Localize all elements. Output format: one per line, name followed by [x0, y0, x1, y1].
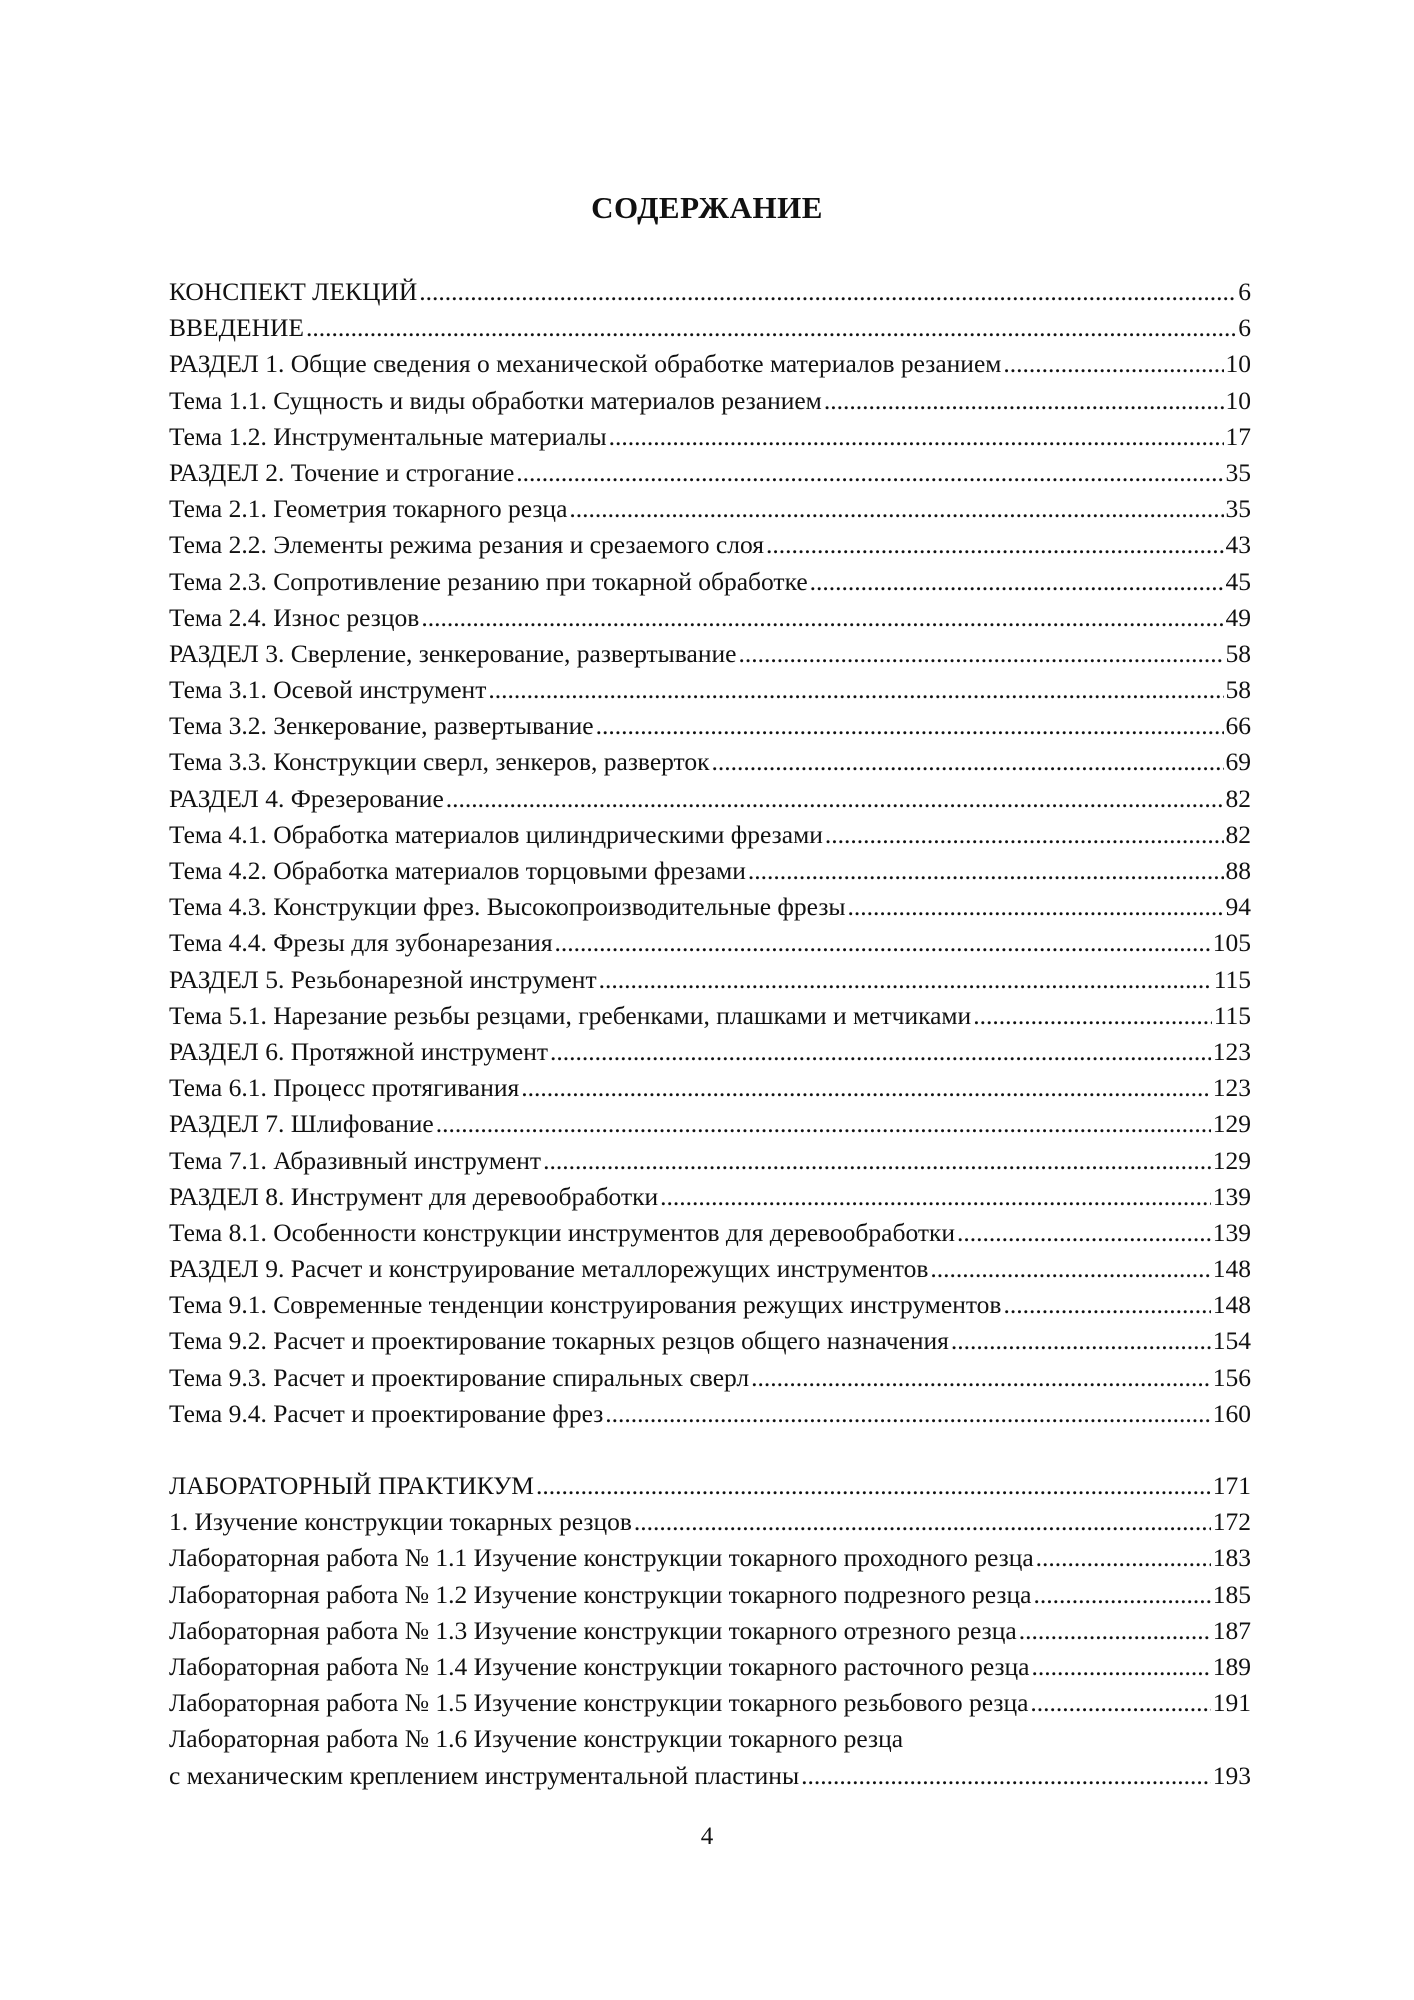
toc-entry[interactable]: [169, 527, 1251, 563]
toc-entry[interactable]: [169, 1323, 1251, 1359]
toc-entry-label: Лабораторная работа № 1.2 Изучение конструкции токарного подрезного резца: [169, 1579, 1032, 1609]
toc-entry-label: РАЗДЕЛ 3. Сверление, зенкерование, развертывание: [169, 638, 737, 668]
toc-entry-page: 183: [1212, 1543, 1251, 1573]
toc-entry[interactable]: [169, 889, 1251, 925]
toc-entry-page: 82: [1225, 819, 1251, 849]
toc-entry-label: Тема 4.4. Фрезы для зубонарезания: [169, 928, 553, 958]
toc-entry-label: Лабораторная работа № 1.3 Изучение конструкции токарного отрезного резца: [169, 1615, 1017, 1645]
page-title: СОДЕРЖАНИЕ: [591, 190, 823, 225]
toc-entry[interactable]: [169, 1577, 1251, 1613]
toc-entry-page: 69: [1225, 747, 1251, 777]
toc-entry-label: РАЗДЕЛ 7. Шлифование: [169, 1109, 434, 1139]
toc-leader-dots: [1036, 1540, 1211, 1576]
toc-entry-label: РАЗДЕЛ 1. Общие сведения о механической обработке материалов резанием: [169, 349, 1002, 379]
toc-entry-page: 82: [1225, 783, 1251, 813]
toc-entry-page: 58: [1225, 675, 1251, 705]
toc-leader-dots: [516, 455, 1223, 491]
toc-entry-label: РАЗДЕЛ 9. Расчет и конструирование металлорежущих инструментов: [169, 1254, 929, 1284]
toc-entry[interactable]: [169, 636, 1251, 672]
toc-leader-dots: [599, 962, 1212, 998]
toc-entry[interactable]: [169, 1143, 1251, 1179]
toc-entry[interactable]: [169, 600, 1251, 636]
toc-entry[interactable]: [169, 998, 1251, 1034]
toc-entry-page: 105: [1212, 928, 1251, 958]
toc-entry-page: 139: [1212, 1217, 1251, 1247]
toc-entry-label: Тема 9.3. Расчет и проектирование спиральных сверл: [169, 1362, 750, 1392]
toc-entry[interactable]: [169, 419, 1251, 455]
section-gap: [169, 1432, 1251, 1468]
toc-leader-dots: [1032, 1649, 1211, 1685]
toc-entry-label: 1. Изучение конструкции токарных резцов: [169, 1507, 632, 1537]
toc-leader-dots: [306, 310, 1236, 346]
toc-entry-label: Тема 2.2. Элементы режима резания и срезаемого слоя: [169, 530, 764, 560]
toc-entry[interactable]: [169, 1287, 1251, 1323]
toc-leader-dots: [957, 1215, 1211, 1251]
toc-entry[interactable]: [169, 564, 1251, 600]
toc-entry-label: РАЗДЕЛ 8. Инструмент для деревообработки: [169, 1181, 659, 1211]
toc-leader-dots: [1030, 1685, 1210, 1721]
toc-entry-page: 185: [1212, 1579, 1251, 1609]
toc-entry-label: Тема 8.1. Особенности конструкции инструментов для деревообработки: [169, 1217, 956, 1247]
toc-entry-label: Тема 9.2. Расчет и проектирование токарных резцов общего назначения: [169, 1326, 949, 1356]
toc-entry-page: 172: [1212, 1507, 1251, 1537]
toc-entry-label: Тема 9.1. Современные тенденции конструирования режущих инструментов: [169, 1290, 1002, 1320]
toc-leader-dots: [1003, 346, 1223, 382]
toc-entry[interactable]: [169, 1396, 1251, 1432]
toc-entry-page: 35: [1225, 457, 1251, 487]
toc-entry-label: РАЗДЕЛ 2. Точение и строгание: [169, 457, 515, 487]
toc-entry-label: ЛАБОРАТОРНЫЙ ПРАКТИКУМ: [169, 1471, 534, 1500]
toc-entry-page: 154: [1212, 1326, 1251, 1356]
toc-leader-dots: [801, 1758, 1211, 1794]
toc-leader-dots: [446, 781, 1224, 817]
toc-leader-dots: [536, 1468, 1211, 1504]
toc-entry-page: 43: [1225, 530, 1251, 560]
toc-entry[interactable]: [169, 310, 1251, 346]
toc-leader-dots: [634, 1504, 1211, 1540]
toc-entry-page: 45: [1225, 566, 1251, 596]
toc-entry-page: 129: [1212, 1109, 1251, 1139]
page-number: 4: [700, 1823, 714, 1850]
toc-entry-label: Тема 1.1. Сущность и виды обработки материалов резанием: [169, 385, 822, 415]
toc-entry-label: КОНСПЕКТ ЛЕКЦИЙ: [169, 277, 418, 306]
toc-leader-dots: [951, 1323, 1211, 1359]
toc-entry-label: Тема 2.4. Износ резцов: [169, 602, 420, 632]
toc-leader-dots: [521, 1070, 1211, 1106]
toc-leader-dots: [436, 1106, 1211, 1142]
toc-leader-dots: [488, 672, 1223, 708]
toc-entry-page: 193: [1212, 1760, 1251, 1790]
toc-entry[interactable]: [169, 1758, 1251, 1794]
toc-entry-page: 66: [1225, 711, 1251, 741]
toc-leader-dots: [550, 1034, 1211, 1070]
toc-entry[interactable]: [169, 274, 1251, 310]
toc-leader-dots: [973, 998, 1211, 1034]
toc-leader-dots: [609, 419, 1224, 455]
toc-entry[interactable]: [169, 1034, 1251, 1070]
toc-entry-page: 49: [1225, 602, 1251, 632]
toc-leader-dots: [738, 636, 1223, 672]
toc-entry-page: 94: [1225, 892, 1251, 922]
toc-leader-dots: [660, 1179, 1211, 1215]
toc-entry-page: 35: [1225, 494, 1251, 524]
toc-entry[interactable]: [169, 1468, 1251, 1504]
toc-entry-page: 115: [1213, 1000, 1251, 1030]
table-of-contents: [169, 274, 1251, 1794]
toc-entry-label: РАЗДЕЛ 6. Протяжной инструмент: [169, 1036, 549, 1066]
toc-entry[interactable]: [169, 708, 1251, 744]
toc-entry[interactable]: [169, 383, 1251, 419]
toc-leader-dots: [419, 274, 1236, 310]
toc-leader-dots: [1033, 1577, 1210, 1613]
toc-entry-label: Тема 2.3. Сопротивление резанию при токарной обработке: [169, 566, 808, 596]
toc-entry[interactable]: [169, 1685, 1251, 1721]
toc-entry-page: 123: [1212, 1073, 1251, 1103]
toc-entry-page: 10: [1225, 385, 1251, 415]
toc-entry-label: Тема 4.3. Конструкции фрез. Высокопроизводительные фрезы: [169, 892, 846, 922]
toc-entry-label: Тема 9.4. Расчет и проектирование фрез: [169, 1398, 604, 1428]
toc-entry-label: Лабораторная работа № 1.4 Изучение конструкции токарного расточного резца: [169, 1651, 1030, 1681]
toc-entry[interactable]: [169, 1504, 1251, 1540]
toc-entry-page: 187: [1212, 1615, 1251, 1645]
toc-entry[interactable]: [169, 853, 1251, 889]
toc-entry[interactable]: [169, 817, 1251, 853]
toc-entry[interactable]: [169, 1215, 1251, 1251]
toc-entry-label: Тема 4.2. Обработка материалов торцовыми фрезами: [169, 856, 746, 885]
toc-entry-page: 148: [1212, 1254, 1251, 1284]
toc-entry[interactable]: [169, 1106, 1251, 1142]
toc-entry-page: 171: [1212, 1471, 1251, 1500]
toc-entry-page: 139: [1212, 1181, 1251, 1211]
toc-entry-label: Тема 4.1. Обработка материалов цилиндрическими фрезами: [169, 819, 823, 849]
toc-leader-dots: [1019, 1613, 1211, 1649]
toc-leader-dots: [1003, 1287, 1210, 1323]
toc-entry-label: Тема 3.1. Осевой инструмент: [169, 675, 487, 705]
toc-leader-dots: [569, 491, 1223, 527]
toc-leader-dots: [543, 1143, 1211, 1179]
toc-lectures-section: [169, 274, 1251, 1432]
toc-leader-dots: [824, 383, 1224, 419]
toc-leader-dots: [930, 1251, 1210, 1287]
toc-leader-dots: [596, 708, 1224, 744]
toc-entry-page: 123: [1212, 1036, 1251, 1066]
toc-entry-label: Лабораторная работа № 1.1 Изучение конструкции токарного проходного резца: [169, 1543, 1034, 1573]
toc-leader-dots: [748, 853, 1224, 889]
toc-leader-dots: [810, 564, 1224, 600]
toc-entry-page: 10: [1225, 349, 1251, 379]
toc-entry-page: 17: [1225, 421, 1251, 451]
toc-entry-label: ВВЕДЕНИЕ: [169, 313, 304, 343]
toc-lab-section: [169, 1468, 1251, 1721]
toc-entry[interactable]: [169, 962, 1251, 998]
toc-leader-dots: [421, 600, 1223, 636]
toc-leader-dots: [751, 1360, 1211, 1396]
toc-entry[interactable]: [169, 455, 1251, 491]
toc-entry-page: 115: [1213, 964, 1251, 994]
toc-entry-page: 88: [1225, 856, 1251, 885]
toc-entry[interactable]: [169, 744, 1251, 780]
toc-entry-page: 58: [1225, 638, 1251, 668]
toc-entry-page: 191: [1212, 1688, 1251, 1718]
toc-entry-label: Тема 6.1. Процесс протягивания: [169, 1073, 520, 1103]
toc-entry[interactable]: [169, 925, 1251, 961]
toc-leader-dots: [825, 817, 1224, 853]
toc-entry-page: 148: [1212, 1290, 1251, 1320]
toc-entry[interactable]: [169, 781, 1251, 817]
toc-entry[interactable]: [169, 1179, 1251, 1215]
toc-entry-label: Тема 5.1. Нарезание резьбы резцами, гребенками, плашками и метчиками: [169, 1000, 972, 1030]
toc-entry[interactable]: [169, 1613, 1251, 1649]
toc-entry-label: Тема 3.2. Зенкерование, развертывание: [169, 711, 594, 741]
toc-leader-dots: [605, 1396, 1210, 1432]
toc-entry[interactable]: [169, 1251, 1251, 1287]
toc-entry-page: 6: [1238, 313, 1251, 343]
toc-entry[interactable]: [169, 1070, 1251, 1106]
toc-entry-first-line: Лабораторная работа № 1.6 Изучение конструкции токарного резца: [169, 1724, 904, 1754]
toc-entry-page: 160: [1212, 1398, 1251, 1428]
toc-entry-label: РАЗДЕЛ 5. Резьбонарезной инструмент: [169, 964, 597, 994]
toc-entry-label: Тема 2.1. Геометрия токарного резца: [169, 494, 568, 524]
toc-leader-dots: [555, 925, 1211, 961]
toc-entry-label: Тема 1.2. Инструментальные материалы: [169, 421, 607, 451]
toc-leader-dots: [766, 527, 1224, 563]
toc-entry-page: 6: [1238, 277, 1251, 306]
toc-entry-page: 189: [1212, 1651, 1251, 1681]
toc-entry[interactable]: [169, 491, 1251, 527]
toc-entry-label: РАЗДЕЛ 4. Фрезерование: [169, 783, 444, 813]
toc-entry-label: Лабораторная работа № 1.5 Изучение конструкции токарного резьбового резца: [169, 1688, 1029, 1718]
toc-entry-label: Тема 3.3. Конструкции сверл, зенкеров, разверток: [169, 747, 710, 777]
toc-entry-label: Тема 7.1. Абразивный инструмент: [169, 1145, 542, 1175]
toc-entry[interactable]: [169, 1360, 1251, 1396]
toc-entry[interactable]: [169, 1649, 1251, 1685]
toc-entry-page: 129: [1212, 1145, 1251, 1175]
toc-leader-dots: [848, 889, 1224, 925]
toc-entry[interactable]: [169, 1540, 1251, 1576]
toc-entry-page: 156: [1212, 1362, 1251, 1392]
toc-leader-dots: [712, 744, 1224, 780]
toc-entry[interactable]: [169, 346, 1251, 382]
toc-entry[interactable]: [169, 672, 1251, 708]
toc-entry-label: с механическим креплением инструментальной пластины: [169, 1760, 800, 1790]
